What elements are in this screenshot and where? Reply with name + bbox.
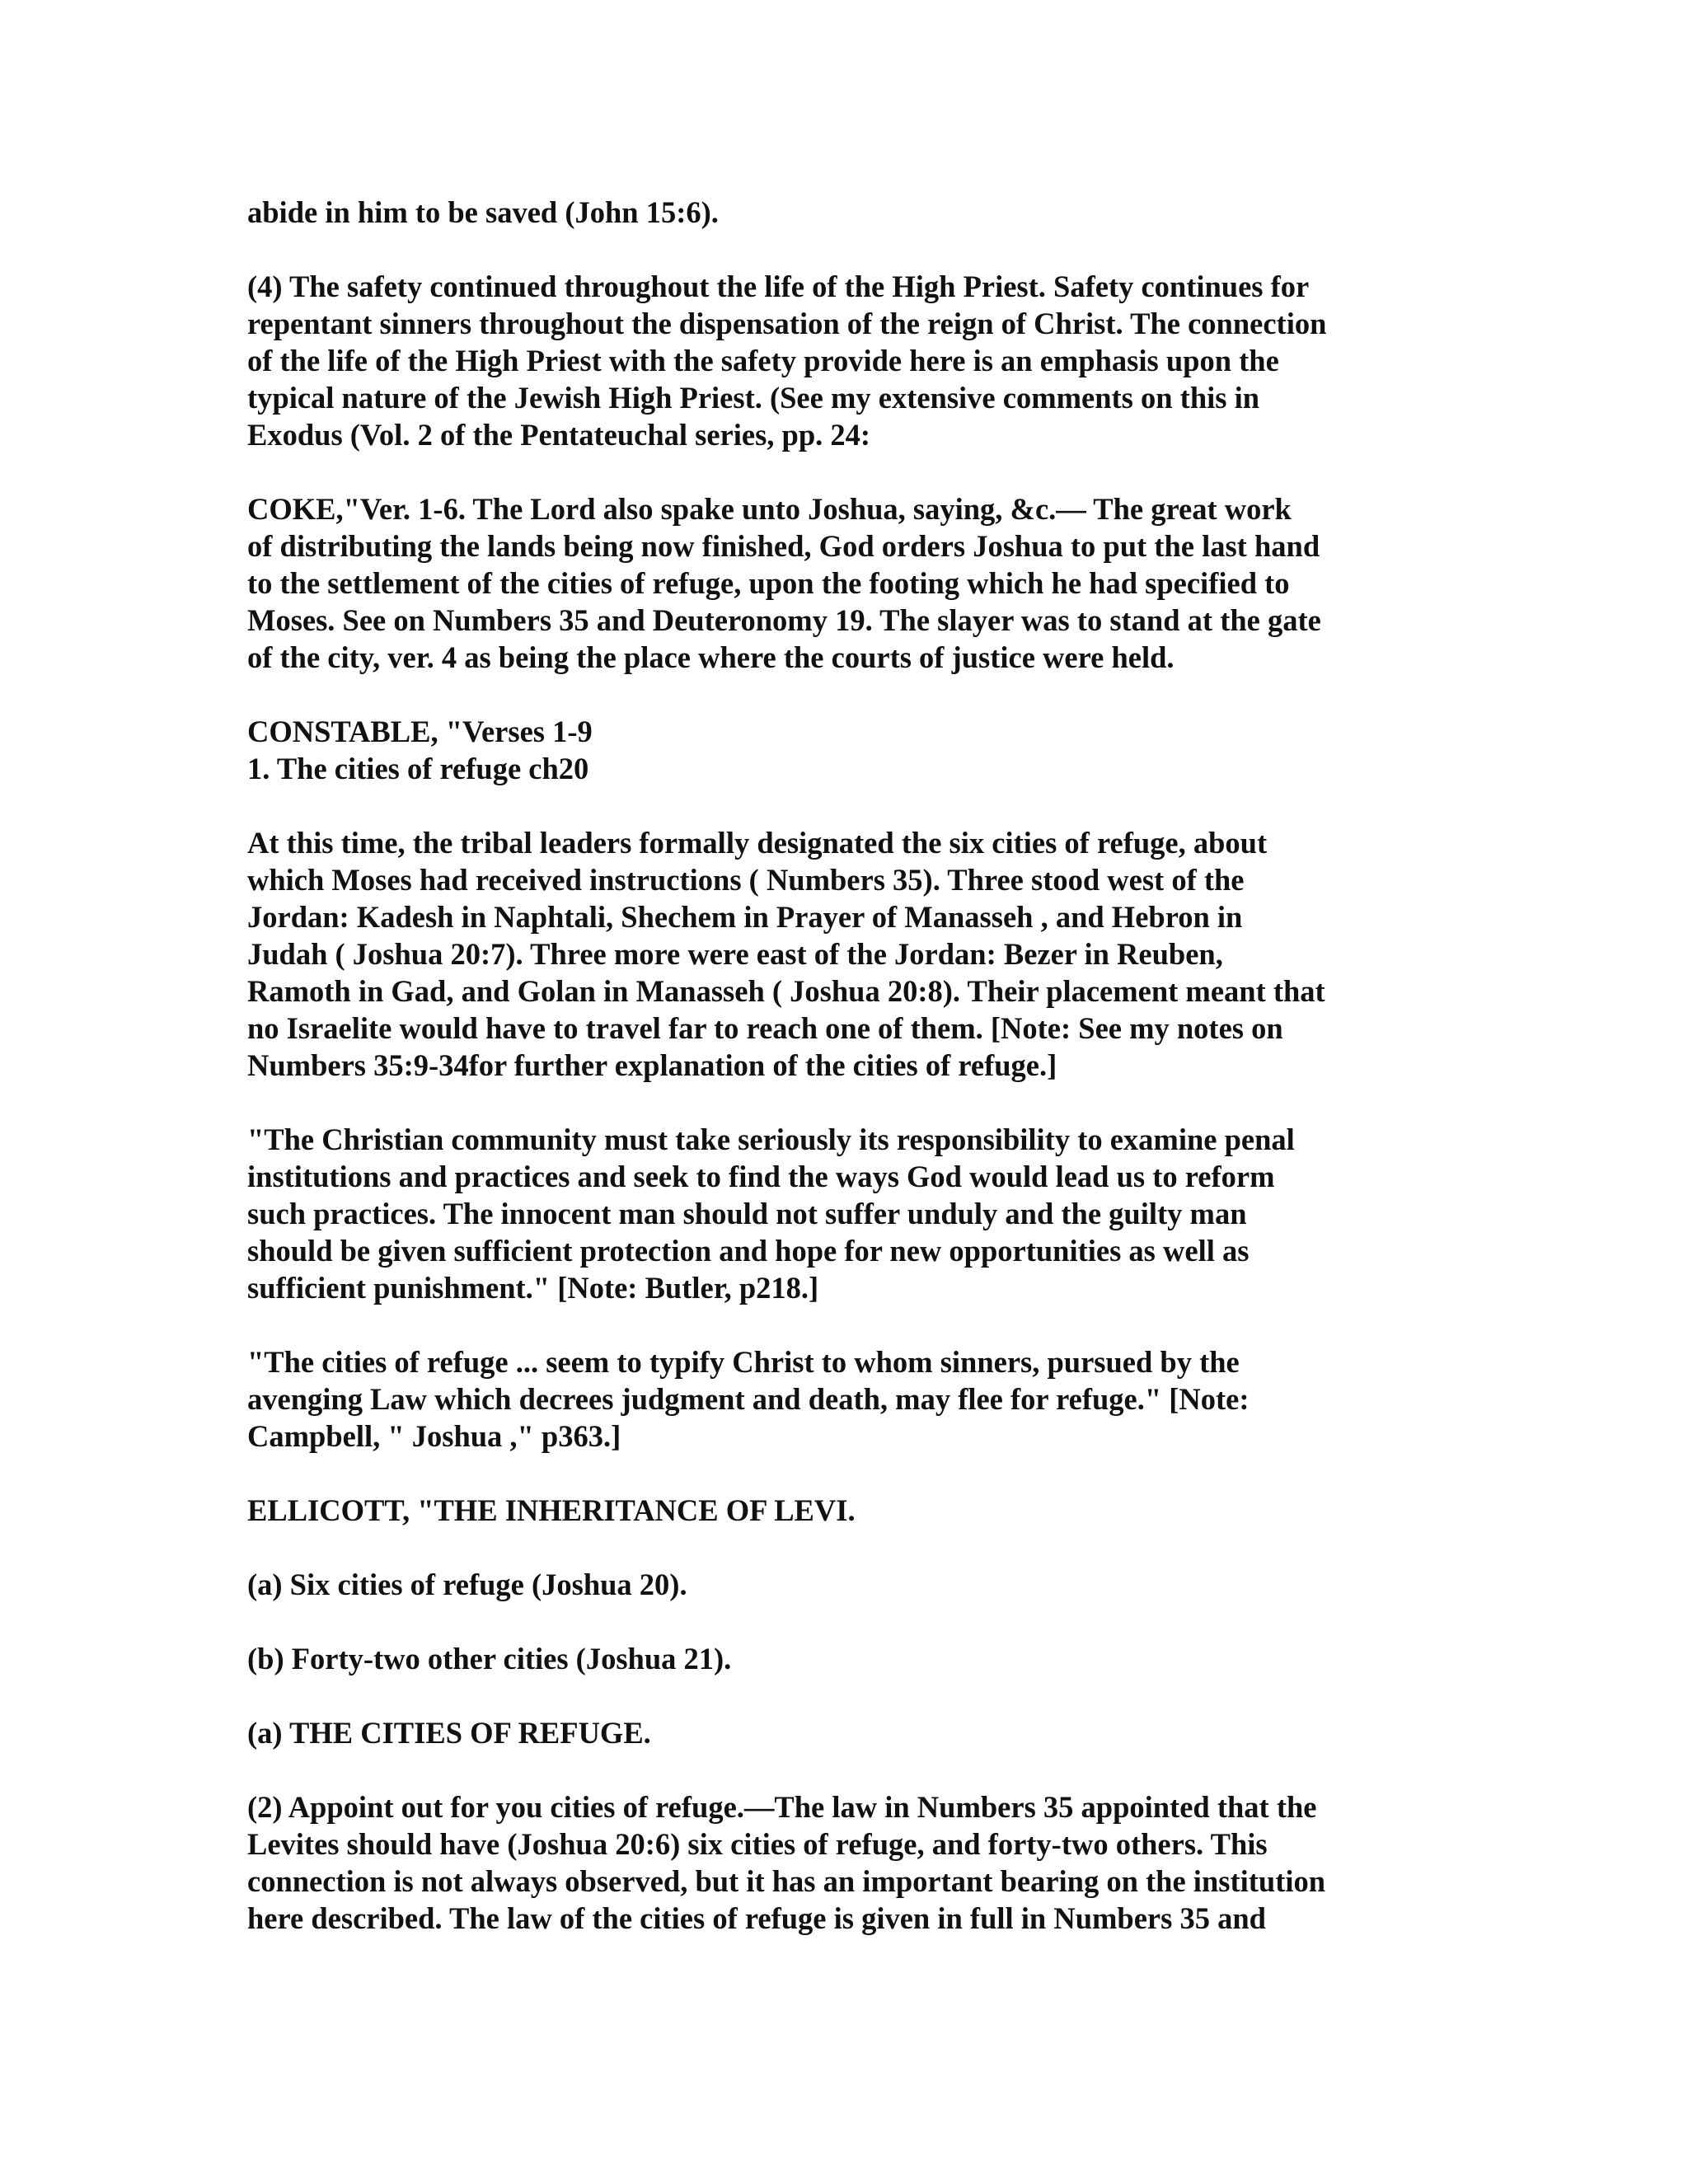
page-body [247,194,1451,1974]
paragraph-john-reference: abide in him to be saved (John 15:6). [247,195,719,229]
section-heading-cities-of-refuge: (a) THE CITIES OF REFUGE. [247,1716,651,1750]
outline-item-a: (a) Six cities of refuge (Joshua 20). [247,1568,687,1601]
paragraph-coke-commentary: COKE,"Ver. 1-6. The Lord also spake unto Joshua, saying, &c.— The great work of distributing the lands being now finished, God orders Joshua to put the last hand to the settlement of the cities of refuge, upon the footing which he had specified to Moses. See on Numbers 35 and Deuteronomy 19. The slayer was to stand at the gate of the city, ver. 4 as being the place where the courts of justice were held. [247,492,1321,674]
paragraph-campbell-quote: "The cities of refuge ... seem to typify Christ to whom sinners, pursued by the avenging Law which decrees judgment and death, may flee for refuge." [Note: Campbell, " Joshua ," p363.] [247,1345,1250,1453]
constable-subheading: 1. The cities of refuge ch20 [247,752,589,785]
ellicott-heading: ELLICOTT, "THE INHERITANCE OF LEVI. [247,1493,856,1527]
paragraph-high-priest-safety: (4) The safety continued throughout the life of the High Priest. Safety continues for repentant sinners throughout the dispensation of the reign of Christ. The connection of the life of the High Priest with the safety provide here is an emphasis upon the typical nature of the Jewish High Priest. (See my extensive comments on this in Exodus (Vol. 2 of the Pentateuchal series, pp. 24: [247,269,1327,452]
constable-heading: CONSTABLE, "Verses 1-9 [247,715,593,748]
paragraph-butler-quote: "The Christian community must take seriously its responsibility to examine penal institutions and practices and seek to find the ways God would lead us to reform such practices. The innocent man should not suffer unduly and the guilty man should be given sufficient protection and hope for new opportunities as well as sufficient punishment." [Note: Butler, p218.] [247,1122,1295,1305]
paragraph-constable-cities: At this time, the tribal leaders formally designated the six cities of refuge, about which Moses had received instructions ( Numbers 35). Three stood west of the Jordan: Kadesh in Naphtali, Shechem in Prayer of Manasseh , and Hebron in Judah ( Joshua 20:7). Three more were east of the Jordan: Bezer in Reuben, Ramoth in Gad, and Golan in Manasseh ( Joshua 20:8). Their placement meant that no Israelite would have to travel far to reach one of them. [Note: See my notes on Numbers 35:9-34for further explanation of the cities of refuge.] [247,826,1325,1082]
paragraph-appoint-cities: (2) Appoint out for you cities of refuge.—The law in Numbers 35 appointed that the Levites should have (Joshua 20:6) six cities of refuge, and forty-two others. This connection is not always observed, but it has an important bearing on the institution here described. The law of the cities of refuge is given in full in Numbers 35 and [247,1790,1326,1935]
outline-item-b: (b) Forty-two other cities (Joshua 21). [247,1642,732,1675]
